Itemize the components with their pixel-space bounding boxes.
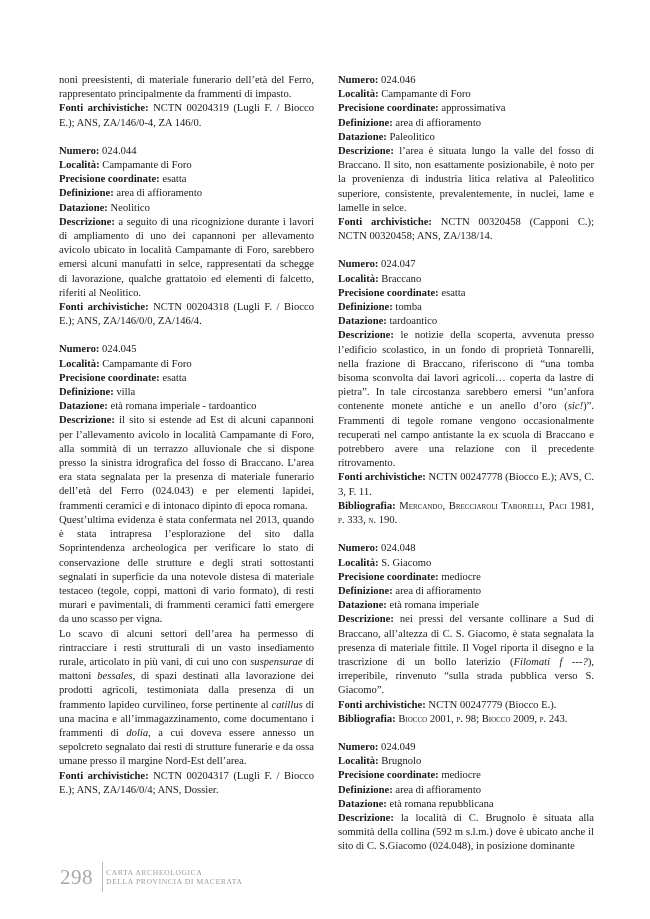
numero-field: Numero: 024.048: [338, 543, 416, 555]
numero-field: Numero: 024.045: [59, 344, 137, 356]
entry-024-043-continuation: [59, 74, 314, 131]
descrizione-field: Descrizione: a seguito di una ricognizione durante i lavori di ampliamento di uno dei capannoni per allevamento avicolo ubicato in località Campamante di Foro, sarebbero emersi alcuni manufatti in selce, rappresentati da schegge di lavorazione, qualche grattatoio ed elementi di falcetto, riferiti al Neolitico.: [59, 216, 314, 299]
descrizione-field: Descrizione: la località di C. Brugnolo è situata alla sommità della collina (592 m s.l.m.) dove è ubicato anche il sito di C. S.Giacomo (024.048), in posizione dominante: [338, 812, 594, 853]
definizione-field: Definizione: area di affioramento: [338, 784, 482, 796]
entry-024-044: [59, 145, 314, 330]
descrizione-field: Descrizione: il sito si estende ad Est di alcuni capannoni per l’allevamento avicolo in località Campamante di Foro, alla sommità di un terrazzo alluvionale che si dispone presso la sinistra idrografica del fosso di Braccano. L’area era stata segnalata per la presenza di materiale funerario dell’età del Ferro (024.043) e per elementi lapidei, frammenti ceramici e di intonaco dipinto di epoca romana.: [59, 415, 314, 512]
description-continuation: noni preesistenti, di materiale funerario dell’età del Ferro, rappresentato principalmente da frammenti di impasto.: [59, 75, 314, 101]
running-title-line-2: DELLA PROVINCIA DI MACERATA: [106, 877, 243, 886]
precisione-field: Precisione coordinate: mediocre: [338, 770, 481, 782]
fonti-field: Fonti archivistiche: NCTN 00320458 (Capponi C.); NCTN 00320458; ANS, ZA/138/14.: [338, 217, 595, 243]
numero-field: Numero: 024.044: [59, 145, 137, 157]
description-paragraph: Quest’ultima evidenza è stata confermata nel 2013, quando è stata intrapresa l’esplorazione del sito dalla Soprintendenza archeologica per verificare lo stato di conservazione delle strutture e degli strati sottostanti segnalati in superficie da una notevole distesa di materiale testaceo (tegole, coppi, mattoni di vario formato), di resti murari e pavimentali, di frammenti ceramici fatti emergere da uno scasso per vigna.: [59, 514, 314, 626]
datazione-field: Datazione: età romana repubblicana: [338, 798, 494, 810]
descrizione-field: Descrizione: nei pressi del versante collinare a Sud di Braccano, all’altezza di C. S. Giacomo, è stata segnalata la presenza di materiale fittile. Il Vogel riporta il disegno e la trascrizione di un bollo laterizio (Filomati f ---?), irreperibile, rinvenuto “sulla strada pubblica verso S. Giacomo”.: [338, 614, 595, 697]
precisione-field: Precisione coordinate: mediocre: [338, 571, 481, 583]
localita-field: Località: Campamante di Foro: [59, 358, 192, 370]
page-number: 298: [60, 865, 93, 889]
entry-024-046: [338, 74, 594, 244]
entry-024-045: [59, 343, 314, 798]
precisione-field: Precisione coordinate: esatta: [338, 287, 466, 299]
fonti-field: Fonti archivistiche: NCTN 00247779 (Biocco E.).: [338, 699, 557, 711]
definizione-field: Definizione: area di affioramento: [338, 117, 482, 129]
entry-024-049: [338, 741, 594, 855]
bibliografia-field: Bibliografia: Mercando, Brecciaroli Taborelli, Paci 1981, p. 333, n. 190.: [338, 500, 594, 527]
numero-field: Numero: 024.049: [338, 741, 416, 753]
right-column: [338, 74, 594, 869]
definizione-field: Definizione: villa: [59, 387, 136, 399]
descrizione-field: Descrizione: l’area è situata lungo la valle del fosso di Braccano. Il sito, non esattamente posizionabile, è noto per la provenienza di industria litica relativa al Paleolitico superiore, consistente, prevalentemente, in nuclei, lame e lamelle in selce.: [338, 146, 594, 214]
localita-field: Località: Brugnolo: [338, 756, 422, 768]
precisione-field: Precisione coordinate: approssimativa: [338, 103, 506, 115]
numero-field: Numero: 024.047: [338, 259, 416, 271]
entry-024-048: [338, 542, 594, 727]
fonti-field: Fonti archivistiche: NCTN 00204318 (Lugli F. / Biocco E.); ANS, ZA/146/0/0, ZA/146/4.: [59, 302, 314, 328]
fonti-field: Fonti archivistiche: NCTN 00204319 (Lugli F. / Biocco E.); ANS, ZA/146/0-4, ZA 146/0.: [59, 103, 314, 129]
definizione-field: Definizione: tomba: [338, 302, 422, 314]
fonti-field: Fonti archivistiche: NCTN 00247778 (Biocco E.); AVS, C. 3, F. 11.: [338, 472, 594, 498]
numero-field: Numero: 024.046: [338, 75, 416, 86]
precisione-field: Precisione coordinate: esatta: [59, 372, 187, 384]
fonti-field: Fonti archivistiche: NCTN 00204317 (Lugli F. / Biocco E.); ANS, ZA/146/0/4; ANS, Dossier.: [59, 770, 314, 796]
precisione-field: Precisione coordinate: esatta: [59, 174, 187, 186]
definizione-field: Definizione: area di affioramento: [59, 188, 203, 200]
datazione-field: Datazione: età romana imperiale: [338, 600, 479, 612]
left-column: [59, 74, 314, 812]
datazione-field: Datazione: tardoantico: [338, 316, 438, 328]
datazione-field: Datazione: età romana imperiale - tardoantico: [59, 401, 257, 413]
datazione-field: Datazione: Neolitico: [59, 202, 150, 214]
running-title-line-1: CARTA ARCHEOLOGICA: [106, 868, 203, 877]
localita-field: Località: S. Giacomo: [338, 557, 432, 569]
entry-024-047: [338, 258, 594, 528]
localita-field: Località: Braccano: [338, 273, 422, 285]
localita-field: Località: Campamante di Foro: [59, 160, 192, 172]
description-paragraph: Lo scavo di alcuni settori dell’area ha permesso di rintracciare i resti strutturali di un vasto insediamento rurale, articolato in più vani, di cui uno con suspensurae di mattoni bessales, di spazi destinati alla lavorazione dei prodotti agricoli, testimoniata dalla presenza di un frammento lapideo curvilineo, forse pertinente al catillus di una macina e all’immagazzinamento, come documentano i frammenti di dolia, a cui doveva essere annesso un sepolcreto segnalato dai resti di strutture funerarie e da ossa umane presso il margine Nord-Est dell’area.: [59, 628, 315, 768]
localita-field: Località: Campamante di Foro: [338, 89, 471, 101]
definizione-field: Definizione: area di affioramento: [338, 585, 482, 597]
footer-divider: [102, 862, 103, 892]
descrizione-field: Descrizione: le notizie della scoperta, avvenuta presso l’edificio scolastico, in un fondo di proprietà Tonnarelli, nella frazione di Braccano, riferiscono di “una tomba bisoma sconvolta dai lavori agricoli… coperta da lastre di pietra”. In tale circostanza sarebbero emersi “un’anfora contenente monete antiche e un anello d’oro (sic!)”. Frammenti di tegole romane vengono occasionalmente recuperati nel campo antistante la ex scuola di Braccano e potrebbero avere una relazione con il precedente ritrovamento.: [338, 330, 594, 470]
running-title: [106, 868, 242, 886]
bibliografia-field: Bibliografia: Biocco 2001, p. 98; Biocco 2009, p. 243.: [338, 713, 568, 725]
datazione-field: Datazione: Paleolitico: [338, 131, 435, 143]
